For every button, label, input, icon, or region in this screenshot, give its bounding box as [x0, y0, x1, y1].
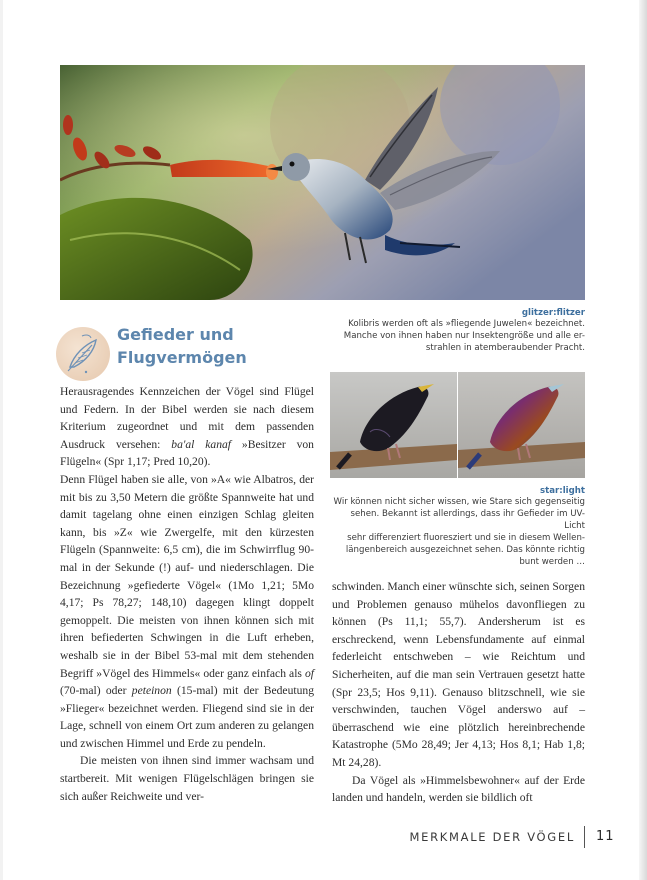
greek-term: peteinon — [131, 684, 172, 698]
starling-caption-line: sehen. Bekannt ist allerdings, dass ihr Gefieder im UV-Licht — [350, 509, 585, 531]
starling-caption-credit: star:light — [540, 486, 585, 496]
hero-caption-line: strahlen in atemberaubender Pracht. — [425, 343, 585, 353]
paragraph: schwinden. Manch einer wünschte sich, seinen Sorgen und Problemen genauso mühelos davonfliegen zu können (Ps 11,1; 55,7). Andersherum ist es erschreckend, wenn Lebensfundamente auf einmal federleicht entschweben – wie Reichtum und Sicherheiten, auf die man sein Vertrauen gesetzt hatte (Spr 23,5; Hos 9,11). Genauso blitzschnell, wie sie verschwinden, tauchen Vögel anderswo auf – überraschend wie eine plötzlich hereinbrechende Katastrophe (5Mo 28,49; Jer 4,13; Hos 8,1; Hab 1,8; Mt 24,28). — [332, 580, 585, 769]
page-edge-right — [639, 0, 647, 880]
starling-caption — [330, 486, 585, 568]
hummingbird-photo — [60, 65, 585, 300]
paragraph: Die meisten von ihnen sind immer wachsam und startbereit. Mit wenigen Flügelschlägen bringen sie sich außer Reichweite und ver- — [60, 754, 314, 803]
hero-caption-line: Manche von ihnen haben nur Insektengröße und alle er- — [343, 331, 585, 341]
text-column-right — [332, 578, 585, 807]
section-title — [117, 323, 317, 369]
hero-caption — [340, 308, 585, 354]
text-run: »Besitzer von Flügeln« (Spr 1,17; Pred 10,20). — [60, 437, 314, 469]
starling-caption-line: bunt werden … — [519, 557, 585, 567]
starling-caption-line: sehr differenziert fluoresziert und sie in diesem Wellen- — [347, 533, 585, 543]
section-title-line2: Flugvermögen — [117, 348, 247, 367]
starlings-photo — [330, 372, 585, 478]
hebrew-term: of — [304, 666, 314, 680]
text-column-left — [60, 383, 314, 805]
page-number: 11 — [596, 829, 615, 844]
paragraph — [60, 471, 314, 753]
text-run: (15-mal) mit der Bedeutung »Flieger« bezeichnet werden. Fliegend sind sie in der Lage, schnell von einem Ort zum anderen zu gelangen und zwischen Himmel und Erde zu pendeln. — [60, 684, 314, 750]
page-edge-left — [0, 0, 3, 880]
section-title-line1: Gefieder und — [117, 325, 234, 344]
hebrew-term: ba'al kanaf — [171, 437, 232, 451]
footer-divider — [584, 826, 585, 848]
feather-icon — [56, 327, 110, 381]
running-footer-title: MERKMALE DER VÖGEL — [409, 830, 575, 844]
text-run: Herausragendes Kennzeichen der Vögel sind Flügel und Federn. In der Bibel werden sie nach diesem Kriterium zugeordnet und mit dem passenden Ausdruck versehen: — [60, 385, 314, 451]
page-footer — [0, 826, 647, 850]
hero-caption-line: Kolibris werden oft als »fliegende Juwelen« bezeichnet. — [348, 319, 585, 329]
paragraph — [60, 383, 314, 471]
hero-caption-credit: glitzer:flitzer — [521, 308, 585, 318]
text-run: (70-mal) oder — [60, 684, 132, 698]
starling-caption-line: längenbereich ausgezeichnet sehen. Das könnte richtig — [345, 545, 585, 555]
text-run: Denn Flügel haben sie alle, von »A« wie Albatros, der mit bis zu 3,50 Metern die größte Spannweite hat und damit tagelang ohne einen einzigen Schlag gleiten kann, bis »Z« wie Zwergelfe, mit den kürzesten Flügeln (Spannweite: 6,5 cm), die im Schwirrflug 90-mal in der Sekunde (!) auf- und niederschlagen. Die Bezeichnung »gefiederte Vögel« (1Mo 1,21; 5Mo 4,17; Ps 78,27; 148,10) dagegen klingt doppelt gemoppelt. Die meisten von ihnen können sich mit ihren befiederten Schwingen in die Luft erheben, weshalb sie in der Bibel 53-mal mit dem stehenden Begriff »Vögel des Himmels« oder ganz einfach als — [60, 472, 314, 680]
starling-caption-line: Wir können nicht sicher wissen, wie Stare sich gegenseitig — [333, 497, 585, 507]
paragraph: Da Vögel als »Himmelsbewohner« auf der Erde landen und handeln, werden sie bildlich oft — [332, 773, 585, 805]
